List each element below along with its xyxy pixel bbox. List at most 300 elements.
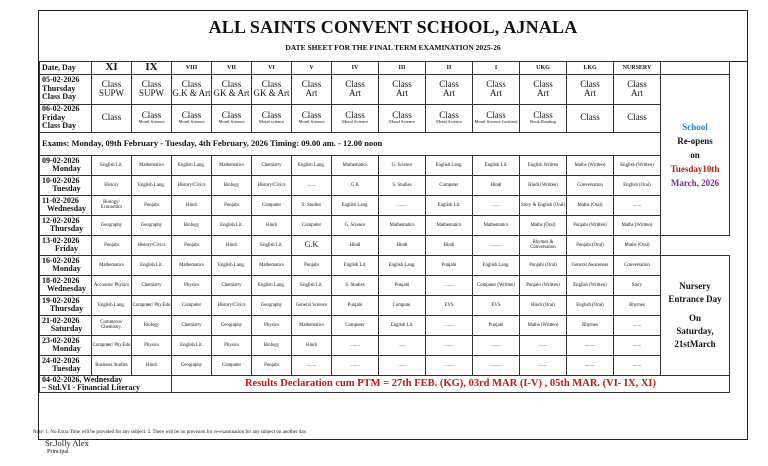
exam-day: Wednesday bbox=[46, 204, 87, 214]
nursery-notice-line: Saturday, bbox=[676, 325, 714, 336]
class-cell bbox=[473, 104, 520, 132]
subject-cell: S. Studies bbox=[332, 275, 379, 295]
class-cell bbox=[426, 74, 473, 104]
class-activity: SUPW bbox=[138, 88, 164, 99]
class-label: Class bbox=[580, 78, 600, 89]
exam-day: Tuesday bbox=[52, 184, 81, 194]
subject-cell: Punjabi (Oral) bbox=[520, 255, 567, 275]
subject-cell: ....... bbox=[520, 355, 567, 375]
subject-cell: Physics bbox=[252, 315, 292, 335]
class-label: Class bbox=[101, 112, 122, 123]
subject-cell: Hindi bbox=[426, 235, 473, 255]
subject-cell: Punjabi bbox=[292, 255, 332, 275]
class-column-header: VIII bbox=[172, 62, 212, 75]
class-activity: Art bbox=[443, 88, 455, 99]
exam-date: 12-02-2026 bbox=[42, 215, 80, 225]
date-cell bbox=[40, 335, 92, 355]
class-column-header: VII bbox=[212, 62, 252, 75]
notes: Note: 1. No Extra Time will be provided for any subject. 2. There will be no provision for re-examination for any subject on another day. bbox=[33, 430, 307, 435]
class-activity: G.K & Art bbox=[172, 88, 211, 99]
footer-date-cell bbox=[40, 375, 172, 393]
class-cell bbox=[132, 74, 172, 104]
subject-cell: English Lang. bbox=[332, 195, 379, 215]
subject-cell: EVS bbox=[426, 295, 473, 315]
subject-cell: Mathematics bbox=[426, 215, 473, 235]
exam-grid bbox=[39, 61, 730, 393]
class-activity: Art bbox=[631, 88, 643, 99]
subject-cell: ....... bbox=[520, 335, 567, 355]
class-cell bbox=[212, 104, 252, 132]
date-cell bbox=[40, 255, 92, 275]
subject-cell: Physics bbox=[212, 335, 252, 355]
subject-cell: ........ bbox=[292, 175, 332, 195]
subject-cell: Conversation bbox=[614, 255, 661, 275]
subject-cell: ........ bbox=[379, 195, 426, 215]
class-day-row bbox=[40, 74, 730, 104]
class-activity: Moral Science bbox=[218, 119, 245, 125]
subject-cell: English Lit. bbox=[292, 275, 332, 295]
subject-cell: ....... bbox=[614, 355, 661, 375]
subject-cell: Computer bbox=[332, 315, 379, 335]
nursery-notice-line: Entrance Day bbox=[668, 293, 722, 304]
date-cell bbox=[40, 215, 92, 235]
subject-cell: Biology bbox=[132, 315, 172, 335]
subject-cell: Punjabi bbox=[332, 295, 379, 315]
class-cell bbox=[520, 74, 567, 104]
subject-cell: S. Studies bbox=[379, 175, 426, 195]
class-cell bbox=[614, 104, 661, 132]
class-column-header: IV bbox=[332, 62, 379, 75]
subject-cell: Punjabi bbox=[426, 255, 473, 275]
subject-cell: Punjabi bbox=[252, 355, 292, 375]
date-cell bbox=[40, 155, 92, 175]
subject-cell: Chemistry bbox=[212, 275, 252, 295]
class-activity: SUPW bbox=[98, 88, 124, 99]
subject-cell: Punjabi bbox=[212, 195, 252, 215]
nursery-notice-line: Nursery bbox=[679, 280, 711, 291]
subject-cell: Physics bbox=[132, 335, 172, 355]
reopen-notice-line: on bbox=[690, 149, 700, 160]
class-column-header: V bbox=[292, 62, 332, 75]
date-cell bbox=[40, 175, 92, 195]
exam-row bbox=[40, 355, 730, 375]
class-column-header: NURSERY bbox=[614, 62, 661, 75]
exam-date: 19-02-2026 bbox=[42, 295, 80, 305]
subject-cell: English Lit. bbox=[212, 215, 252, 235]
exam-date: 11-02-2026 bbox=[42, 195, 79, 205]
exam-date: 18-02-2026 bbox=[42, 275, 80, 285]
subject-cell: Maths (Oral) bbox=[614, 235, 661, 255]
date-line: 06-02-2026 bbox=[42, 104, 80, 114]
exam-date: 09-02-2026 bbox=[42, 155, 80, 165]
subject-cell: English Lit. bbox=[426, 195, 473, 215]
class-activity: Moral Science bbox=[298, 119, 325, 125]
date-cell bbox=[40, 195, 92, 215]
subject-cell: Geography bbox=[132, 215, 172, 235]
subject-cell: ...... bbox=[379, 335, 426, 355]
reopen-notice-line: March, 2026 bbox=[670, 177, 720, 188]
subject-cell: Biology bbox=[252, 335, 292, 355]
class-day-row bbox=[40, 104, 730, 132]
subject-cell: Biology/ Economics bbox=[92, 195, 132, 215]
class-cell bbox=[332, 104, 379, 132]
exam-row bbox=[40, 235, 730, 255]
subject-cell: Mathematics bbox=[132, 155, 172, 175]
exam-day: Monday bbox=[52, 344, 81, 354]
class-label: Class bbox=[392, 109, 412, 120]
subject-cell: English Lang. bbox=[473, 255, 520, 275]
subject-cell: History/Civics bbox=[212, 295, 252, 315]
exam-date: 21-02-2026 bbox=[42, 315, 80, 325]
subject-cell: Mathematics bbox=[212, 155, 252, 175]
subject-cell: Maths (Written) bbox=[614, 215, 661, 235]
class-label: Class bbox=[141, 109, 162, 120]
exam-date: 24-02-2026 bbox=[42, 355, 80, 365]
subject-cell: Computer bbox=[212, 355, 252, 375]
nursery-notice-line: 21stMarch bbox=[674, 338, 716, 349]
class-label: Class bbox=[486, 109, 506, 120]
class-label: Class bbox=[486, 78, 506, 89]
date-line: Friday bbox=[42, 112, 66, 122]
class-column-header: XI bbox=[92, 62, 132, 75]
subject-cell: Maths (Written) bbox=[520, 315, 567, 335]
subject-cell: Maths (Oral) bbox=[567, 195, 614, 215]
subject-cell: Punjabi (Written) bbox=[567, 215, 614, 235]
subject-cell: Biology bbox=[172, 215, 212, 235]
subject-cell: English Lit. bbox=[92, 155, 132, 175]
subject-cell: Chemistry bbox=[132, 275, 172, 295]
subject-cell: ....... bbox=[614, 315, 661, 335]
subject-cell: Computer/ Phy.Edu bbox=[132, 295, 172, 315]
subject-cell: ....... bbox=[614, 335, 661, 355]
date-column-header: Date, Day bbox=[40, 62, 92, 75]
class-label: Class bbox=[221, 109, 242, 120]
subject-cell: English Lang. bbox=[426, 155, 473, 175]
subject-cell: English (Oral) bbox=[567, 295, 614, 315]
exam-day: Thursday bbox=[49, 304, 84, 314]
subject-cell: Biology bbox=[212, 175, 252, 195]
subject-cell: ........ bbox=[292, 355, 332, 375]
class-column-header: LKG bbox=[567, 62, 614, 75]
subject-cell: English Lang. bbox=[252, 275, 292, 295]
class-cell bbox=[426, 104, 473, 132]
class-activity: Moral Science bbox=[435, 119, 463, 125]
subject-cell: Hindi bbox=[379, 235, 426, 255]
reopen-notice-line: School bbox=[682, 121, 708, 132]
subject-cell: English Written bbox=[520, 155, 567, 175]
exam-session-row bbox=[40, 132, 730, 155]
subject-cell: ......... bbox=[567, 335, 614, 355]
class-activity: Art bbox=[584, 88, 596, 99]
date-cell bbox=[40, 104, 92, 132]
subject-cell: Computer (Written) bbox=[473, 275, 520, 295]
exam-row bbox=[40, 295, 730, 315]
subject-cell: History bbox=[92, 175, 132, 195]
exam-day: Tuesday bbox=[52, 364, 81, 374]
exam-row bbox=[40, 215, 730, 235]
subject-cell: Rhymes bbox=[614, 295, 661, 315]
class-activity: Moral Science bbox=[138, 119, 165, 125]
reopen-notice bbox=[661, 74, 730, 235]
nursery-entrance-notice bbox=[661, 255, 730, 375]
class-activity: Moral Science bbox=[341, 119, 369, 125]
date-sheet bbox=[38, 10, 748, 440]
subject-cell: ........ bbox=[473, 355, 520, 375]
class-label: Class bbox=[345, 109, 365, 120]
signer-role: Principal bbox=[47, 449, 69, 455]
subject-cell: Geography bbox=[212, 315, 252, 335]
subject-cell: G. Science bbox=[332, 215, 379, 235]
date-line: 05-02-2026 bbox=[42, 75, 80, 85]
class-cell bbox=[252, 104, 292, 132]
subject-cell: Punjabi bbox=[172, 235, 212, 255]
exam-day: Thursday bbox=[49, 224, 84, 234]
class-cell bbox=[292, 74, 332, 104]
class-cell bbox=[567, 74, 614, 104]
class-activity: Moral Science (written) bbox=[474, 119, 518, 125]
subject-cell: ........ bbox=[426, 335, 473, 355]
subject-cell: Chemistry bbox=[172, 315, 212, 335]
subject-cell: Mathematics bbox=[252, 255, 292, 275]
class-label: Class bbox=[301, 109, 322, 120]
subject-cell: Chemistry bbox=[252, 155, 292, 175]
subject-cell: Computer bbox=[426, 175, 473, 195]
date-line: Class Day bbox=[42, 121, 77, 131]
subject-cell: ......... bbox=[567, 355, 614, 375]
subject-cell: English (Oral) bbox=[614, 175, 661, 195]
class-activity: Book Reading bbox=[530, 119, 556, 125]
date-line: Thursday bbox=[42, 83, 76, 93]
subject-cell: Mathematics bbox=[332, 155, 379, 175]
footer-row bbox=[40, 375, 730, 393]
subject-cell: ........ bbox=[473, 335, 520, 355]
subject-cell: Conversation bbox=[567, 175, 614, 195]
exam-date: 23-02-2026 bbox=[42, 335, 80, 345]
results-declaration: Results Declaration cum PTM = 27th FEB. (KG), 03rd MAR (I-V) , 05th MAR. (VI- IX, XI) bbox=[172, 375, 730, 393]
class-cell bbox=[172, 74, 212, 104]
subject-cell: Punjabi bbox=[132, 195, 172, 215]
class-cell bbox=[212, 74, 252, 104]
subject-cell: Hindi (Written) bbox=[520, 175, 567, 195]
subject-cell: Hindi (Oral) bbox=[520, 295, 567, 315]
subject-cell: Rhymes & Conversation bbox=[520, 235, 567, 255]
subject-cell: Hindi bbox=[473, 175, 520, 195]
subject-cell: Computer bbox=[252, 195, 292, 215]
exam-row bbox=[40, 315, 730, 335]
subject-cell: G. Science bbox=[379, 155, 426, 175]
class-label: Class bbox=[627, 112, 647, 123]
subject-cell: Compute. bbox=[379, 295, 426, 315]
subject-cell: English Lit. bbox=[473, 155, 520, 175]
sheet-header bbox=[39, 11, 747, 62]
exam-day: Saturday bbox=[50, 324, 83, 334]
exam-day: Monday bbox=[52, 164, 81, 174]
class-cell bbox=[473, 74, 520, 104]
subject-cell: Maths (Written) bbox=[567, 155, 614, 175]
class-cell bbox=[252, 74, 292, 104]
subject-cell: English Lang. bbox=[132, 175, 172, 195]
subject-cell: Rhymes bbox=[567, 315, 614, 335]
subject-cell: History/Civics bbox=[252, 175, 292, 195]
subject-cell: Hindi bbox=[292, 335, 332, 355]
class-label: Class bbox=[101, 78, 122, 89]
subject-cell: Hindi bbox=[172, 195, 212, 215]
side-header-cell bbox=[661, 62, 730, 75]
subject-cell: English Lang. bbox=[379, 255, 426, 275]
date-cell bbox=[40, 295, 92, 315]
subject-cell: Mathematics bbox=[473, 215, 520, 235]
subject-cell: ........ bbox=[473, 235, 520, 255]
subject-cell: ........ bbox=[426, 275, 473, 295]
class-label: Class bbox=[181, 109, 202, 120]
subject-cell: Physics bbox=[172, 275, 212, 295]
class-cell bbox=[520, 104, 567, 132]
exam-row bbox=[40, 335, 730, 355]
exam-row bbox=[40, 155, 730, 175]
exam-session-text: Exams: Monday, 09th February - Tuesday, 4th February, 2026 Timing: 09.00 am. - 12.00 noon bbox=[40, 132, 661, 155]
exam-row bbox=[40, 175, 730, 195]
class-label: Class bbox=[533, 109, 553, 120]
subject-cell: Mathematics bbox=[92, 255, 132, 275]
sheet-subtitle: DATE SHEET FOR THE FINAL TERM EXAMINATION 2025-26 bbox=[285, 43, 501, 52]
class-label: Class bbox=[261, 78, 282, 89]
class-label: Class bbox=[141, 78, 162, 89]
class-column-header: UKG bbox=[520, 62, 567, 75]
subject-cell: Commerce/ Chemistry. bbox=[92, 315, 132, 335]
subject-cell: ...... bbox=[473, 195, 520, 215]
subject-cell: Mathematics bbox=[379, 215, 426, 235]
subject-cell: English Lang. bbox=[92, 295, 132, 315]
subject-cell: G.K bbox=[292, 235, 332, 255]
class-label: Class bbox=[181, 78, 202, 89]
subject-cell: English Lit. bbox=[132, 255, 172, 275]
subject-cell: Mathematics bbox=[172, 255, 212, 275]
subject-cell: Punjabi bbox=[92, 235, 132, 255]
subject-cell: English Lit. bbox=[379, 315, 426, 335]
subject-cell: English Lang. bbox=[292, 155, 332, 175]
exam-row bbox=[40, 275, 730, 295]
date-cell bbox=[40, 275, 92, 295]
class-activity: Moral science bbox=[258, 119, 285, 125]
subject-cell: Hindi bbox=[132, 355, 172, 375]
class-cell bbox=[172, 104, 212, 132]
subject-cell: ...... bbox=[379, 355, 426, 375]
subject-cell: S. Studies bbox=[292, 195, 332, 215]
subject-cell: English (Written) bbox=[614, 155, 661, 175]
class-label: Class bbox=[533, 78, 553, 89]
subject-cell: Punjabi (Written) bbox=[520, 275, 567, 295]
subject-cell: Maths (Oral) bbox=[520, 215, 567, 235]
signer-name: Sr.Jolly Alex bbox=[45, 438, 89, 448]
subject-cell: English Lang. bbox=[212, 255, 252, 275]
subject-cell: Hindi bbox=[252, 215, 292, 235]
exam-day: Friday bbox=[54, 244, 79, 254]
subject-cell: Geography bbox=[92, 215, 132, 235]
exam-date: 10-02-2026 bbox=[42, 175, 80, 185]
subject-cell: Story & English (Oral) bbox=[520, 195, 567, 215]
subject-cell: Punjabi bbox=[473, 315, 520, 335]
class-activity: Moral Science bbox=[388, 119, 416, 125]
exam-day: Wednesday bbox=[46, 284, 87, 294]
column-header-row bbox=[40, 62, 730, 75]
exam-row bbox=[40, 255, 730, 275]
subject-cell: History/Civics bbox=[132, 235, 172, 255]
reopen-notice-line: Re-opens bbox=[677, 135, 713, 146]
class-activity: Art bbox=[396, 88, 408, 99]
class-cell bbox=[614, 74, 661, 104]
class-activity: GK & Art bbox=[253, 88, 290, 99]
date-cell bbox=[40, 315, 92, 335]
date-cell bbox=[40, 74, 92, 104]
subject-cell: EVS bbox=[473, 295, 520, 315]
subject-cell: English Lit. bbox=[252, 235, 292, 255]
class-cell bbox=[92, 104, 132, 132]
school-name: ALL SAINTS CONVENT SCHOOL, AJNALA bbox=[208, 17, 578, 37]
subject-cell: Mathematics bbox=[292, 315, 332, 335]
subject-cell: Punjabi bbox=[379, 275, 426, 295]
subject-cell: ........ bbox=[332, 355, 379, 375]
subject-cell: English (Written) bbox=[567, 275, 614, 295]
footer-date-line: 04-02-2026, Wednesday bbox=[42, 375, 123, 384]
class-cell bbox=[92, 74, 132, 104]
subject-cell: Business Studies bbox=[92, 355, 132, 375]
date-cell bbox=[40, 355, 92, 375]
subject-cell: ........ bbox=[332, 335, 379, 355]
exam-date: 13-02-2026 bbox=[42, 235, 80, 245]
date-line: Class Day bbox=[42, 92, 77, 102]
class-label: Class bbox=[627, 78, 647, 89]
subject-cell: General Science bbox=[292, 295, 332, 315]
class-label: Class bbox=[301, 78, 322, 89]
subject-cell: Computer/ Phy.Edu bbox=[92, 335, 132, 355]
class-column-header: II bbox=[426, 62, 473, 75]
subject-cell: G.K bbox=[332, 175, 379, 195]
class-label: Class bbox=[439, 78, 459, 89]
class-activity: Art bbox=[349, 88, 361, 99]
class-cell bbox=[332, 74, 379, 104]
class-label: Class bbox=[345, 78, 365, 89]
class-cell bbox=[292, 104, 332, 132]
class-label: Class bbox=[261, 109, 282, 120]
subject-cell: General Awareness bbox=[567, 255, 614, 275]
subject-cell: Hindi bbox=[332, 235, 379, 255]
subject-cell: Geography bbox=[172, 355, 212, 375]
subject-cell: ........ bbox=[426, 355, 473, 375]
class-label: Class bbox=[221, 78, 242, 89]
subject-cell: Hindi bbox=[212, 235, 252, 255]
subject-cell: ....... bbox=[614, 195, 661, 215]
exam-date: 16-02-2026 bbox=[42, 255, 80, 265]
subject-cell: Story bbox=[614, 275, 661, 295]
subject-cell: Geography bbox=[252, 295, 292, 315]
subject-cell: ........ bbox=[426, 315, 473, 335]
date-cell bbox=[40, 235, 92, 255]
exam-day: Monday bbox=[52, 264, 81, 274]
class-activity: Art bbox=[490, 88, 502, 99]
nursery-notice-line: On bbox=[688, 312, 701, 323]
reopen-notice-line: Tuesday10th bbox=[670, 163, 720, 174]
class-activity: GK & Art bbox=[213, 88, 250, 99]
class-column-header: IX bbox=[132, 62, 172, 75]
class-label: Class bbox=[580, 112, 600, 123]
class-column-header: III bbox=[379, 62, 426, 75]
class-label: Class bbox=[392, 78, 412, 89]
subject-cell: English Lit. bbox=[172, 335, 212, 355]
subject-cell: Punjabi (Oral) bbox=[567, 235, 614, 255]
class-activity: Art bbox=[537, 88, 549, 99]
subject-cell: English Lit. bbox=[332, 255, 379, 275]
subject-cell: English Lang. bbox=[172, 155, 212, 175]
